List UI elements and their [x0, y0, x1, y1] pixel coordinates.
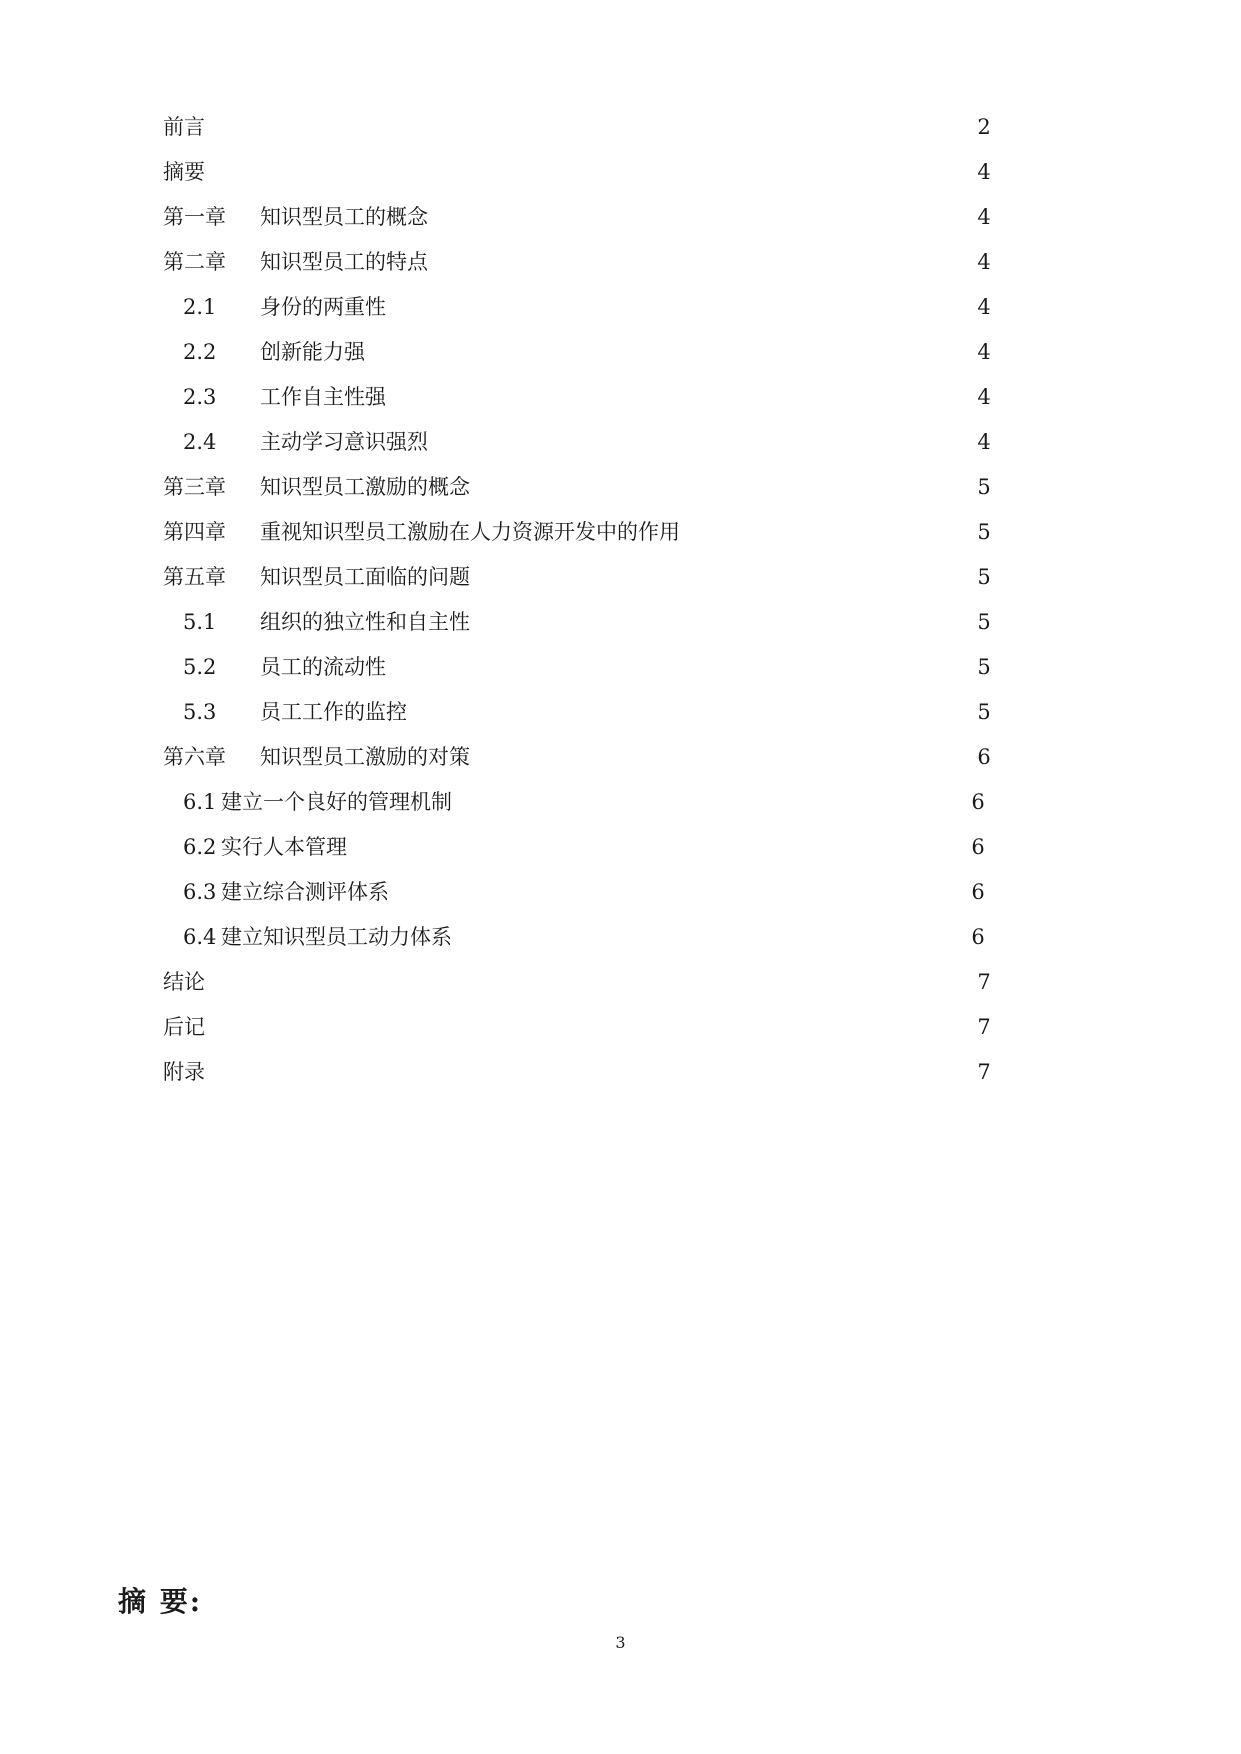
toc-entry-page: 2	[977, 115, 991, 139]
toc-entry-text: 结论	[163, 970, 205, 994]
toc-entry[interactable]	[0, 248, 1241, 293]
toc-entry-number: 2.2	[183, 340, 217, 364]
toc-entry-text: 附录	[163, 1060, 205, 1084]
toc-entry-text: 摘要	[163, 160, 205, 184]
toc-entry-number: 6.2	[183, 835, 217, 859]
toc-entry-text: 知识型员工的概念	[260, 205, 428, 229]
toc-entry-number: 6.4	[183, 925, 217, 949]
toc-entry-page: 7	[977, 1015, 991, 1039]
toc-entry-number: 第五章	[163, 565, 226, 589]
toc-entry-page: 6	[971, 880, 985, 904]
toc-entry-number: 5.3	[183, 700, 217, 724]
toc-entry-text: 后记	[163, 1015, 205, 1039]
toc-entry[interactable]	[0, 473, 1241, 518]
toc-entry-page: 5	[977, 610, 991, 634]
toc-entry-page: 4	[977, 430, 991, 454]
toc-entry[interactable]	[0, 743, 1241, 788]
toc-entry-number: 第三章	[163, 475, 226, 499]
toc-entry-page: 5	[977, 565, 991, 589]
toc-entry-number: 2.1	[183, 295, 217, 319]
toc-entry-number: 6.1	[183, 790, 217, 814]
toc-entry-number: 5.1	[183, 610, 217, 634]
toc-entry[interactable]	[0, 653, 1241, 698]
toc-entry-page: 4	[977, 385, 991, 409]
toc-entry-page: 4	[977, 160, 991, 184]
toc-entry-page: 5	[977, 520, 991, 544]
toc-entry-text: 主动学习意识强烈	[260, 430, 428, 454]
toc-entry[interactable]	[0, 968, 1241, 1013]
toc-entry-text: 前言	[163, 115, 205, 139]
toc-entry-page: 4	[977, 295, 991, 319]
toc-entry-text: 建立综合测评体系	[221, 880, 389, 904]
toc-entry[interactable]	[0, 923, 1241, 968]
toc-entry[interactable]	[0, 158, 1241, 203]
toc-entry[interactable]	[0, 113, 1241, 158]
page-number: 3	[615, 1633, 626, 1652]
toc-entry[interactable]	[0, 293, 1241, 338]
toc-entry-number: 第四章	[163, 520, 226, 544]
toc-entry-number: 6.3	[183, 880, 217, 904]
toc-entry-page: 7	[977, 970, 991, 994]
toc-entry-page: 4	[977, 205, 991, 229]
toc-entry[interactable]	[0, 383, 1241, 428]
toc-entry-page: 6	[977, 745, 991, 769]
toc-entry[interactable]	[0, 833, 1241, 878]
toc-entry[interactable]	[0, 1013, 1241, 1058]
toc-entry[interactable]	[0, 203, 1241, 248]
toc-entry-text: 创新能力强	[260, 340, 365, 364]
toc-entry-text: 身份的两重性	[260, 295, 386, 319]
toc-entry-text: 知识型员工的特点	[260, 250, 428, 274]
toc-entry[interactable]	[0, 518, 1241, 563]
toc-entry-number: 2.4	[183, 430, 217, 454]
toc-entry-text: 建立一个良好的管理机制	[221, 790, 452, 814]
toc-entry-page: 5	[977, 655, 991, 679]
toc-entry-number: 5.2	[183, 655, 217, 679]
toc-entry-text: 重视知识型员工激励在人力资源开发中的作用	[260, 520, 680, 544]
toc-entry-page: 6	[971, 925, 985, 949]
toc-entry-text: 工作自主性强	[260, 385, 386, 409]
toc-entry[interactable]	[0, 608, 1241, 653]
toc-entry-number: 2.3	[183, 385, 217, 409]
toc-entry-text: 员工工作的监控	[260, 700, 407, 724]
toc-entry-page: 6	[971, 835, 985, 859]
toc-entry-text: 建立知识型员工动力体系	[221, 925, 452, 949]
toc-entry-page: 6	[971, 790, 985, 814]
toc-entry-page: 7	[977, 1060, 991, 1084]
toc-entry[interactable]	[0, 878, 1241, 923]
toc-entry-page: 4	[977, 250, 991, 274]
abstract-heading: 摘 要:	[118, 1585, 203, 1618]
toc-entry[interactable]	[0, 698, 1241, 743]
toc-entry-number: 第一章	[163, 205, 226, 229]
toc-entry[interactable]	[0, 1058, 1241, 1103]
toc-entry-number: 第六章	[163, 745, 226, 769]
toc-entry-text: 组织的独立性和自主性	[260, 610, 470, 634]
toc-entry[interactable]	[0, 428, 1241, 473]
toc-entry-text: 实行人本管理	[221, 835, 347, 859]
toc-entry-page: 5	[977, 700, 991, 724]
toc-entry-page: 5	[977, 475, 991, 499]
toc-entry[interactable]	[0, 563, 1241, 608]
table-of-contents	[0, 113, 1241, 1103]
toc-entry[interactable]	[0, 338, 1241, 383]
toc-entry-text: 知识型员工激励的对策	[260, 745, 470, 769]
toc-entry[interactable]	[0, 788, 1241, 833]
toc-entry-text: 员工的流动性	[260, 655, 386, 679]
toc-entry-text: 知识型员工激励的概念	[260, 475, 470, 499]
toc-entry-page: 4	[977, 340, 991, 364]
toc-entry-text: 知识型员工面临的问题	[260, 565, 470, 589]
toc-entry-number: 第二章	[163, 250, 226, 274]
